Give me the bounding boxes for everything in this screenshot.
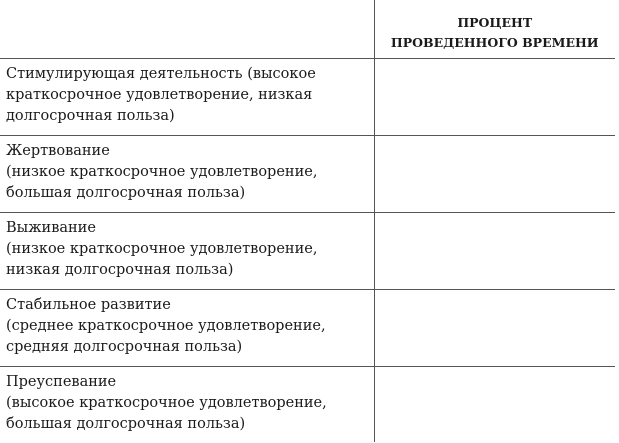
percent-header-line-2: ПРОВЕДЕННОГО ВРЕМЕНИ <box>390 35 599 50</box>
activity-name: Преуспевание <box>6 373 117 390</box>
activity-description-line: краткосрочное удовлетворение, низкая <box>6 86 313 103</box>
activity-label-cell <box>0 58 374 135</box>
activity-description-line: большая долгосрочная польза) <box>6 184 246 201</box>
activity-description-line: (низкое краткосрочное удовлетворение, <box>6 240 318 257</box>
table-row-sacrifice <box>0 135 615 212</box>
activity-description-line: долгосрочная польза) <box>6 107 175 124</box>
activity-description-line: средняя долгосрочная польза) <box>6 338 243 355</box>
percent-value-cell[interactable] <box>374 212 615 289</box>
table-row-survival <box>0 212 615 289</box>
activity-column-header <box>0 0 374 58</box>
activity-description-line: (высокое краткосрочное удовлетворение, <box>6 394 327 411</box>
activity-label-cell <box>0 135 374 212</box>
table-header-row <box>0 0 615 58</box>
table-row-stable-development <box>0 289 615 366</box>
activity-description-line: (среднее краткосрочное удовлетворение, <box>6 317 326 334</box>
activity-description-line: (низкое краткосрочное удовлетворение, <box>6 163 318 180</box>
percent-value-cell[interactable] <box>374 289 615 366</box>
activity-description-line: низкая долгосрочная польза) <box>6 261 234 278</box>
activity-description-line: большая долгосрочная польза) <box>6 415 246 432</box>
activity-name: Выживание <box>6 219 96 236</box>
percent-value-cell[interactable] <box>374 58 615 135</box>
table-row-thriving <box>0 366 615 442</box>
percent-time-column-header <box>374 0 615 58</box>
activity-name: Стабильное развитие <box>6 296 171 313</box>
percent-value-cell[interactable] <box>374 135 615 212</box>
table-row-stimulating-activity <box>0 58 615 135</box>
activity-label-cell <box>0 289 374 366</box>
activity-label-cell <box>0 212 374 289</box>
activity-label-cell <box>0 366 374 442</box>
percent-header-line-1: ПРОЦЕНТ <box>457 15 533 30</box>
percent-value-cell[interactable] <box>374 366 615 442</box>
activity-name: Стимулирующая деятельность (высокое <box>6 65 316 82</box>
activity-name: Жертвование <box>6 142 110 159</box>
